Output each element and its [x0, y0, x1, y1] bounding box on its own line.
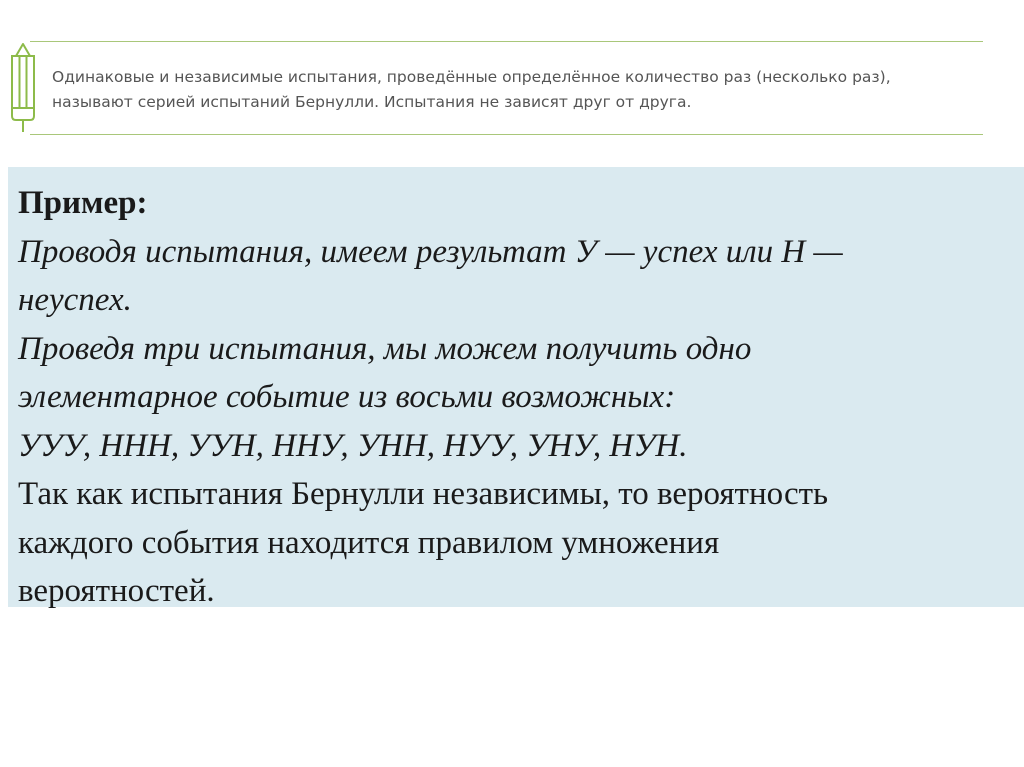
example-heading: Пример: [18, 185, 148, 221]
example-line: неуспех. [18, 282, 132, 318]
definition-text [52, 65, 992, 115]
example-line: Проводя испытания, имеем результат У — успех или Н — [18, 233, 843, 270]
outcomes-list: УУУ, ННН, УУН, ННУ, УНН, НУУ, УНУ, НУН. [18, 427, 688, 464]
example-panel [8, 167, 1024, 607]
definition-line: называют серией испытаний Бернулли. Испытания не зависят друг от друга. [52, 93, 692, 111]
example-line: вероятностей. [18, 573, 215, 609]
example-line: Так как испытания Бернулли независимы, то вероятность [18, 476, 829, 512]
top-divider [30, 41, 983, 42]
definition-line: Одинаковые и независимые испытания, проведённые определённое количество раз (несколько раз), [52, 68, 891, 86]
example-line: Проведя три испытания, мы можем получить одно [18, 330, 752, 367]
example-line: элементарное событие из восьми возможных: [18, 379, 676, 415]
pencil-icon [6, 42, 40, 132]
bottom-divider [30, 134, 983, 135]
example-line: каждого события находится правилом умножения [18, 524, 720, 561]
